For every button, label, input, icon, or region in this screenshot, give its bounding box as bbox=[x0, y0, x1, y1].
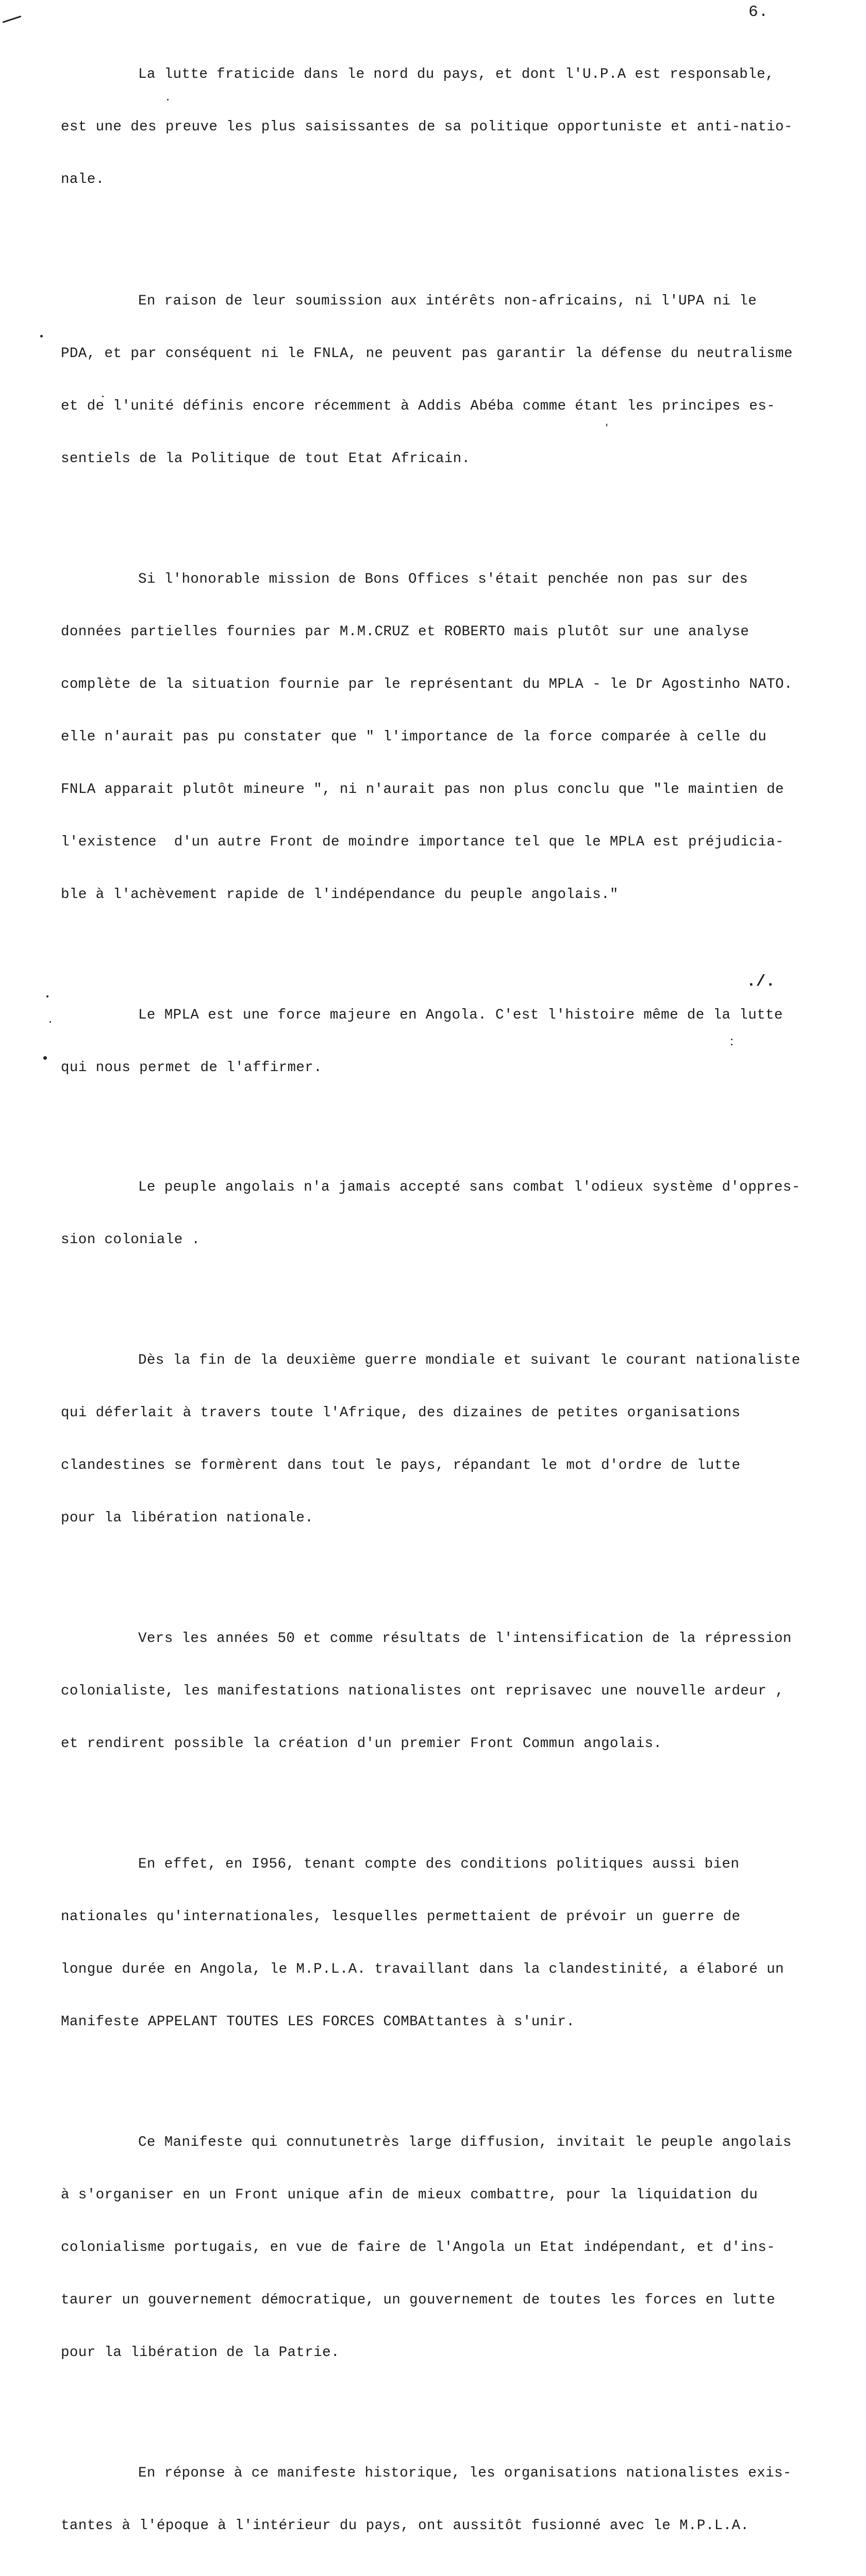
paragraph-line: et rendirent possible la création d'un premier Front Commun angolais. bbox=[61, 1736, 662, 1752]
paragraph-2 bbox=[61, 258, 834, 503]
paragraph-4 bbox=[61, 972, 834, 1112]
paragraph-line: colonialisme portugais, en vue de faire de l'Angola un Etat indépendant, et d'ins- bbox=[61, 2240, 776, 2256]
paragraph-line: pour la libération nationale. bbox=[61, 1510, 314, 1526]
paragraph-line: Dès la fin de la deuxième guerre mondiale et suivant le courant nationaliste bbox=[138, 1352, 801, 1368]
scan-speck bbox=[49, 1021, 51, 1023]
paragraph-1 bbox=[61, 31, 834, 224]
paragraph-line: est une des preuve les plus saisissantes de sa politique opportuniste et anti-natio- bbox=[61, 119, 793, 135]
scan-speck bbox=[731, 1039, 732, 1040]
paragraph-5 bbox=[61, 1144, 834, 1284]
paragraph-line: La lutte fraticide dans le nord du pays, et dont l'U.P.A est responsable, bbox=[138, 66, 774, 82]
paragraph-line: Le MPLA est une force majeure en Angola. C'est l'histoire même de la lutte bbox=[138, 1007, 783, 1023]
paragraph-line: En effet, en I956, tenant compte des conditions politiques aussi bien bbox=[138, 1856, 740, 1872]
paragraph-line: l'existence d'un autre Front de moindre importance tel que le MPLA est préjudicia- bbox=[61, 834, 784, 850]
scan-speck bbox=[40, 335, 43, 337]
scan-speck bbox=[167, 99, 169, 100]
paragraph-line: En réponse à ce manifeste historique, les organisations nationalistes exis- bbox=[138, 2465, 792, 2481]
paragraph-line: données partielles fournies par M.M.CRUZ et ROBERTO mais plutôt sur une analyse bbox=[61, 624, 750, 640]
scan-speck bbox=[43, 1056, 47, 1060]
scan-speck bbox=[2, 15, 21, 23]
paragraph-line: ble à l'achèvement rapide de l'indépendance du peuple angolais." bbox=[61, 887, 619, 903]
continuation-mark: ./. bbox=[746, 973, 775, 991]
paragraph-line: Vers les années 50 et comme résultats de l'intensification de la répression bbox=[138, 1631, 792, 1647]
paragraph-9 bbox=[61, 2099, 834, 2397]
paragraph-6 bbox=[61, 1317, 834, 1562]
paragraph-line: Le peuple angolais n'a jamais accepté sans combat l'odieux système d'oppres- bbox=[138, 1179, 801, 1195]
paragraph-8 bbox=[61, 1821, 834, 2066]
document-body bbox=[61, 31, 834, 2576]
paragraph-line: taurer un gouvernement démocratique, un gouvernement de toutes les forces en lutte bbox=[61, 2292, 776, 2308]
paragraph-line: elle n'aurait pas pu constater que " l'importance de la force comparée à celle du bbox=[61, 729, 767, 745]
paragraph-line: tantes à l'époque à l'intérieur du pays, ont aussitôt fusionné avec le M.P.L.A. bbox=[61, 2518, 750, 2534]
paragraph-line: pour la libération de la Patrie. bbox=[61, 2345, 340, 2361]
paragraph-10 bbox=[61, 2430, 834, 2570]
paragraph-line: qui déferlait à travers toute l'Afrique, des dizaines de petites organisations bbox=[61, 1405, 741, 1421]
paragraph-line: Manifeste APPELANT TOUTES LES FORCES COMBAttantes à s'unir. bbox=[61, 2014, 575, 2030]
paragraph-line: nationales qu'internationales, lesquelles permettaient de prévoir un guerre de bbox=[61, 1909, 741, 1925]
paragraph-line: PDA, et par conséquent ni le FNLA, ne peuvent pas garantir la défense du neutralisme bbox=[61, 346, 793, 362]
paragraph-line: longue durée en Angola, le M.P.L.A. travaillant dans la clandestinité, a élaboré un bbox=[61, 1961, 784, 1977]
paragraph-line: et de l'unité définis encore récemment à Addis Abéba comme étant les principes es- bbox=[61, 398, 776, 414]
scan-speck bbox=[731, 1044, 732, 1045]
page-number: 6. bbox=[748, 3, 769, 21]
paragraph-line: colonialiste, les manifestations nationalistes ont reprisavec une nouvelle ardeur , bbox=[61, 1683, 784, 1699]
paragraph-7 bbox=[61, 1595, 834, 1788]
paragraph-line: En raison de leur soumission aux intérêts non-africains, ni l'UPA ni le bbox=[138, 293, 757, 309]
paragraph-line: sentiels de la Politique de tout Etat Africain. bbox=[61, 451, 471, 467]
paragraph-line: complète de la situation fournie par le représentant du MPLA - le Dr Agostinho NATO. bbox=[61, 676, 793, 692]
paragraph-3 bbox=[61, 536, 834, 939]
paragraph-line: FNLA apparait plutôt mineure ", ni n'aurait pas non plus conclu que "le maintien de bbox=[61, 782, 784, 798]
paragraph-line: Si l'honorable mission de Bons Offices s'était penchée non pas sur des bbox=[138, 571, 748, 587]
paragraph-line: qui nous permet de l'affirmer. bbox=[61, 1060, 323, 1076]
scan-speck bbox=[606, 423, 607, 427]
paragraph-line: nale. bbox=[61, 172, 105, 188]
scan-speck bbox=[46, 995, 48, 997]
paragraph-line: à s'organiser en un Front unique afin de mieux combattre, pour la liquidation du bbox=[61, 2187, 758, 2203]
scan-speck bbox=[102, 396, 104, 397]
paragraph-line: clandestines se formèrent dans tout le pays, répandant le mot d'ordre de lutte bbox=[61, 1458, 741, 1473]
paragraph-line: sion coloniale . bbox=[61, 1232, 201, 1248]
paragraph-line: Ce Manifeste qui connutunetrès large diffusion, invitait le peuple angolais bbox=[138, 2134, 792, 2150]
